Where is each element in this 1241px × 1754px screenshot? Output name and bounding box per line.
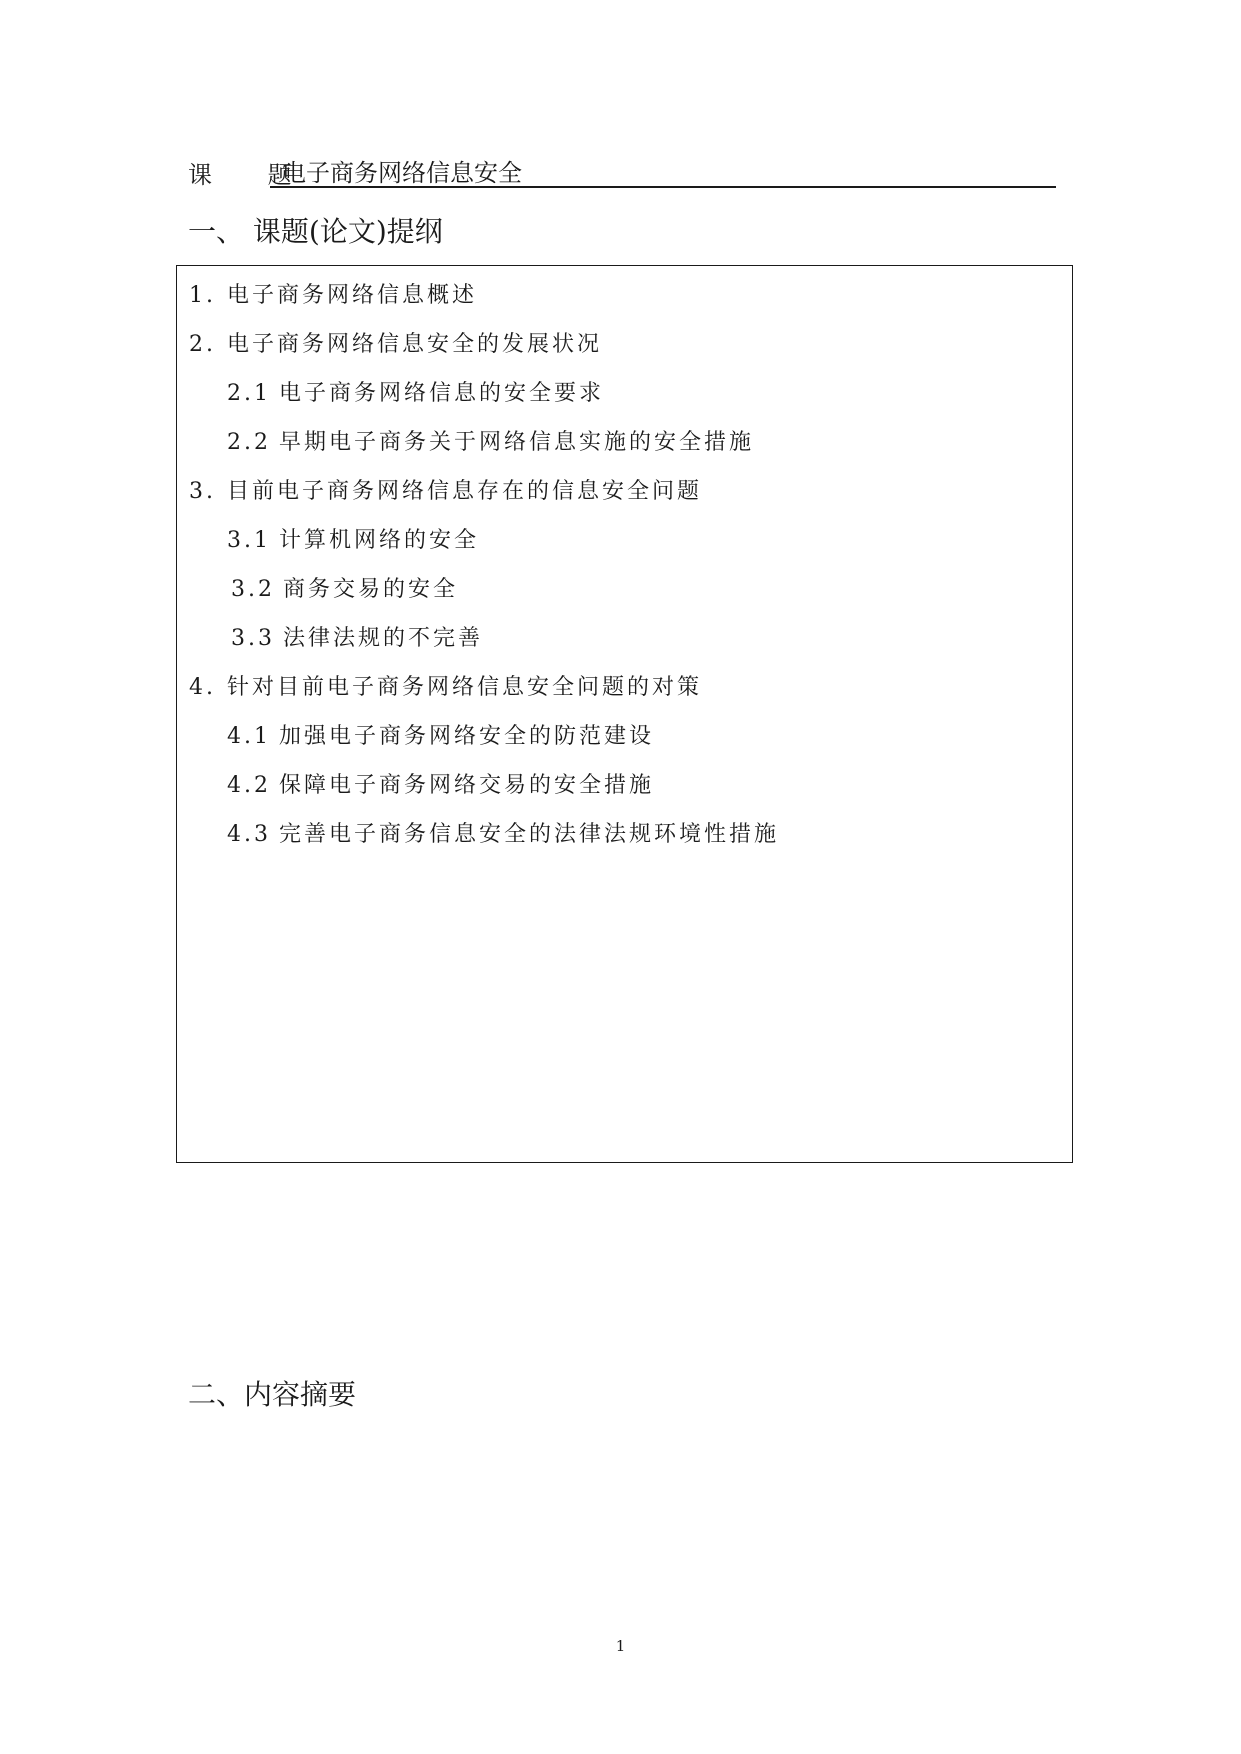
- outline-heading: 一、 课题(论文)提纲: [188, 215, 443, 248]
- outline-item-number: 2.: [189, 332, 216, 357]
- outline-item-text: 加强电子商务网络安全的防范建设: [279, 724, 655, 749]
- outline-item-number: 3.3: [231, 626, 275, 651]
- outline-item-text: 目前电子商务网络信息存在的信息安全问题: [227, 479, 703, 504]
- outline-item-number: 3.1: [227, 528, 271, 553]
- outline-item: [189, 325, 779, 374]
- outline-item-number: 2.2: [227, 430, 271, 455]
- outline-item: [189, 570, 779, 619]
- outline-item-text: 电子商务网络信息概述: [227, 283, 478, 308]
- outline-item-text: 电子商务网络信息安全的发展状况: [227, 332, 603, 357]
- topic-label: 课 题: [188, 161, 316, 189]
- outline-item-text: 完善电子商务信息安全的法律法规环境性措施: [279, 822, 780, 847]
- outline-item-text: 保障电子商务网络交易的安全措施: [279, 773, 655, 798]
- outline-box: [176, 265, 1073, 1163]
- outline-item-number: 2.1: [227, 381, 271, 406]
- outline-item-number: 4.: [189, 675, 216, 700]
- outline-item: [189, 276, 779, 325]
- abstract-heading: 二、内容摘要: [188, 1378, 357, 1411]
- outline-item: [189, 717, 779, 766]
- outline-item-text: 法律法规的不完善: [283, 626, 484, 651]
- outline-item-number: 1.: [189, 283, 216, 308]
- page-number: 1: [615, 1637, 626, 1655]
- outline-item-text: 电子商务网络信息的安全要求: [279, 381, 605, 406]
- outline-item: [189, 472, 779, 521]
- outline-item-number: 4.3: [227, 822, 271, 847]
- outline-item: [189, 374, 779, 423]
- outline-item-text: 计算机网络的安全: [279, 528, 480, 553]
- outline-item-number: 3.2: [231, 577, 275, 602]
- outline-item: [189, 766, 779, 815]
- outline-item: [189, 619, 779, 668]
- outline-list: [189, 276, 779, 864]
- outline-item-text: 针对目前电子商务网络信息安全问题的对策: [227, 675, 703, 700]
- outline-item-number: 4.2: [227, 773, 271, 798]
- outline-item: [189, 815, 779, 864]
- topic-value: 电子商务网络信息安全: [270, 158, 1056, 188]
- topic-line: [188, 158, 1056, 192]
- outline-item: [189, 423, 779, 472]
- outline-item-text: 早期电子商务关于网络信息实施的安全措施: [279, 430, 755, 455]
- outline-item: [189, 668, 779, 717]
- outline-item-number: 4.1: [227, 724, 271, 749]
- outline-item: [189, 521, 779, 570]
- outline-item-number: 3.: [189, 479, 216, 504]
- outline-item-text: 商务交易的安全: [283, 577, 459, 602]
